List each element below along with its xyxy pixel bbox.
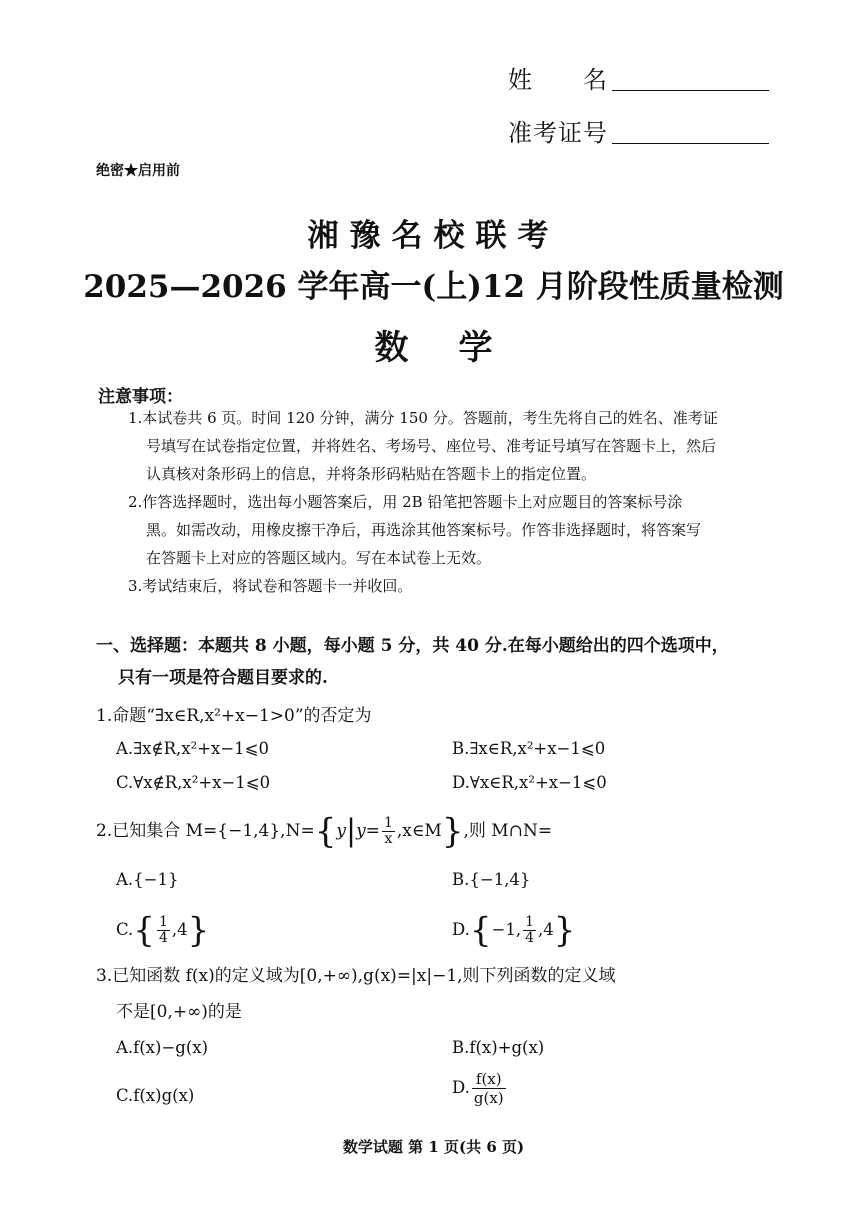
- option-fraction-numerator: 1: [158, 914, 168, 930]
- notice-line: 黑。如需改动，用橡皮擦干净后，再选涂其他答案标号。作答非选择题时，将答案写: [146, 521, 702, 539]
- set-fraction: [382, 816, 395, 847]
- set-open-brace: {: [133, 910, 155, 951]
- set-close-brace: }: [553, 910, 576, 951]
- notice-line: 认真核对条形码上的信息，并将条形码粘贴在答题卡上的指定位置。: [146, 465, 597, 483]
- question-2-stem-end: ,则 M∩N=: [463, 821, 553, 841]
- set-variable: y: [336, 821, 346, 841]
- question-3-option-a: A.f(x)−g(x): [116, 1038, 209, 1057]
- secret-mark: 绝密★启用前: [96, 163, 180, 179]
- notice-item: [128, 404, 788, 488]
- exam-name-title: 2025—2026 学年高一(上)12 月阶段性质量检测: [83, 269, 784, 305]
- option-fraction-numerator: 1: [525, 914, 535, 930]
- set-open-brace: {: [469, 910, 492, 951]
- exam-consortium-title: 湘豫名校联考: [307, 218, 560, 254]
- notice-line: 2.作答选择题时，选出每小题答案后，用 2B 铅笔把答题卡上对应题目的答案标号涂: [128, 493, 683, 511]
- section-heading-continued: 只有一项是符合题目要求的.: [118, 668, 328, 688]
- name-field[interactable]: [612, 66, 769, 91]
- section-heading: 一、选择题：本题共 8 小题，每小题 5 分，共 40 分.在每小题给出的四个选项中，: [96, 636, 729, 656]
- ticket-number-field[interactable]: [612, 119, 769, 144]
- set-condition-tail: ,x∈M: [396, 821, 442, 841]
- question-3-stem: 3.已知函数 f(x)的定义域为[0,+∞),g(x)=|x|−1,则下列函数的定义域: [96, 966, 616, 986]
- page-footer: 数学试题 第 1 页(共 6 页): [342, 1138, 525, 1156]
- set-open-brace: {: [314, 811, 337, 852]
- option-tail: ,4: [538, 920, 554, 939]
- option-letter: C.: [116, 920, 134, 939]
- name-label: 姓 名: [508, 66, 608, 94]
- option-letter: D.: [452, 1078, 470, 1097]
- question-2-option-a: A.{−1}: [116, 870, 179, 889]
- notice-heading: 注意事项：: [98, 387, 183, 407]
- notice-item: [128, 572, 788, 600]
- option-fraction: [523, 915, 536, 946]
- notice-item: [128, 488, 788, 572]
- question-1-option-a: A.∃x∉R,x²+x−1⩽0: [116, 739, 269, 758]
- set-close-brace: }: [441, 811, 464, 852]
- notice-list: [128, 404, 788, 600]
- question-2-stem-start: 2.已知集合 M={−1,4},N=: [96, 821, 315, 841]
- question-1-option-b: B.∃x∈R,x²+x−1⩽0: [452, 739, 606, 758]
- option-fraction-denominator: 4: [525, 930, 535, 946]
- notice-line: 3.考试结束后，将试卷和答题卡一并收回。: [128, 577, 413, 595]
- option-head: −1,: [491, 920, 522, 939]
- subject-title: 数学: [374, 328, 543, 368]
- question-1-stem: 1.命题“∃x∈R,x²+x−1>0”的否定为: [96, 706, 372, 726]
- option-fraction: [157, 915, 170, 946]
- option-fraction-denominator: 4: [158, 930, 168, 946]
- set-condition: y=: [356, 821, 380, 841]
- ticket-number-label: 准考证号: [508, 119, 608, 147]
- question-1-option-d: D.∀x∈R,x²+x−1⩽0: [452, 773, 607, 792]
- question-3-option-b: B.f(x)+g(x): [452, 1038, 545, 1057]
- option-tail: ,4: [171, 920, 188, 939]
- question-1-option-c: C.∀x∉R,x²+x−1⩽0: [116, 773, 271, 792]
- set-close-brace: }: [187, 910, 210, 951]
- question-3-stem-continued: 不是[0,+∞)的是: [116, 1002, 242, 1022]
- set-bar: |: [345, 813, 357, 849]
- set-fraction-numerator: 1: [383, 815, 393, 831]
- option-letter: D.: [452, 920, 470, 939]
- question-2-option-c: [116, 910, 210, 951]
- notice-line: 在答题卡上对应的答题区域内。写在本试卷上无效。: [146, 549, 492, 567]
- option-fraction-denominator: g(x): [473, 1089, 504, 1107]
- notice-line: 号填写在试卷指定位置，并将姓名、考场号、座位号、准考证号填写在答题卡上，然后: [146, 437, 717, 455]
- option-fraction: [472, 1070, 506, 1107]
- question-2-stem: [96, 811, 553, 852]
- question-2-option-d: [452, 910, 576, 951]
- option-fraction-numerator: f(x): [472, 1070, 506, 1089]
- set-fraction-denominator: x: [384, 831, 393, 847]
- question-2-option-b: B.{−1,4}: [452, 870, 531, 889]
- question-3-option-c: C.f(x)g(x): [116, 1086, 195, 1105]
- question-3-option-d: [452, 1070, 508, 1107]
- notice-line: 1.本试卷共 6 页。时间 120 分钟，满分 150 分。答题前，考生先将自己的姓名、准考证: [128, 409, 718, 427]
